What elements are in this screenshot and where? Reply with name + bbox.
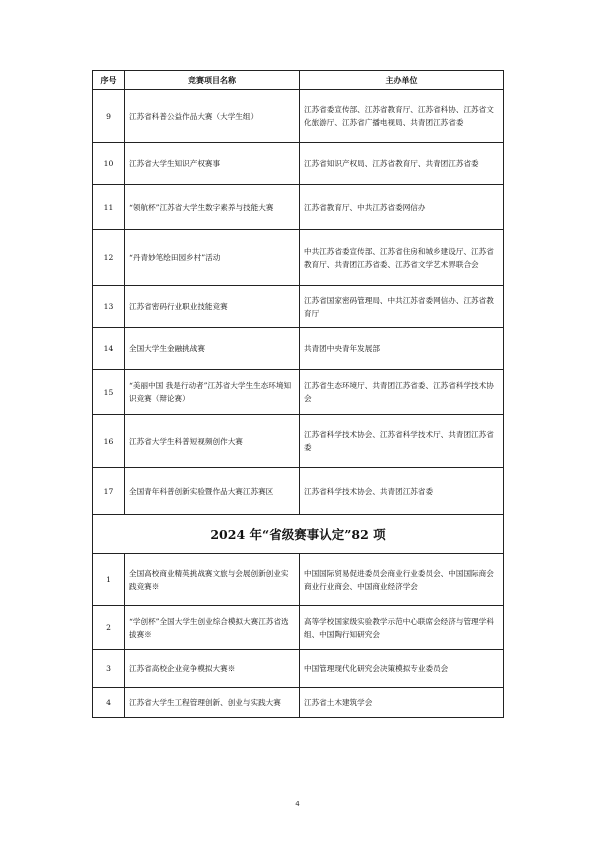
organizer: 中国管理现代化研究会决策模拟专业委员会 bbox=[300, 650, 504, 688]
organizer: 中国国际贸易促进委员会商业行业委员会、中国国际商会商业行业商会、中国商业经济学会 bbox=[300, 554, 504, 606]
organizer: 江苏省委宣传部、江苏省教育厅、江苏省科协、江苏省文化旅游厅、江苏省广播电视局、共青团江苏省委 bbox=[300, 90, 504, 143]
row-number: 10 bbox=[93, 143, 125, 185]
row-number: 4 bbox=[93, 688, 125, 718]
organizer: 江苏省国家密码管理局、中共江苏省委网信办、江苏省教育厅 bbox=[300, 286, 504, 328]
section-header-row bbox=[93, 515, 504, 554]
page-number: 4 bbox=[295, 800, 300, 808]
table-row bbox=[93, 688, 504, 718]
competition-name: 江苏省大学生知识产权赛事 bbox=[125, 143, 300, 185]
table-row bbox=[93, 328, 504, 370]
organizer: 高等学校国家级实验教学示范中心联席会经济与管理学科组、中国陶行知研究会 bbox=[300, 606, 504, 650]
competition-name: 江苏省科普公益作品大赛（大学生组） bbox=[125, 90, 300, 143]
row-number: 11 bbox=[93, 185, 125, 230]
competition-name: “学创杯”全国大学生创业综合模拟大赛江苏省选拔赛※ bbox=[125, 606, 300, 650]
organizer: 共青团中央青年发展部 bbox=[300, 328, 504, 370]
row-number: 3 bbox=[93, 650, 125, 688]
header-organizer: 主办单位 bbox=[300, 71, 504, 90]
row-number: 15 bbox=[93, 370, 125, 415]
competition-table bbox=[92, 70, 504, 718]
table-row bbox=[93, 370, 504, 415]
table-header-row bbox=[93, 71, 504, 90]
header-index: 序号 bbox=[93, 71, 125, 90]
section-title: 2024 年“省级赛事认定”82 项 bbox=[93, 515, 504, 554]
table-row bbox=[93, 554, 504, 606]
table-row bbox=[93, 415, 504, 468]
competition-name: “丹青妙笔绘田园乡村”活动 bbox=[125, 230, 300, 286]
table-row bbox=[93, 286, 504, 328]
competition-name: 江苏省高校企业竞争模拟大赛※ bbox=[125, 650, 300, 688]
competition-name: 全国青年科普创新实验暨作品大赛江苏赛区 bbox=[125, 468, 300, 515]
row-number: 16 bbox=[93, 415, 125, 468]
row-number: 9 bbox=[93, 90, 125, 143]
table-row bbox=[93, 606, 504, 650]
row-number: 1 bbox=[93, 554, 125, 606]
organizer: 江苏省科学技术协会、共青团江苏省委 bbox=[300, 468, 504, 515]
table-row bbox=[93, 230, 504, 286]
competition-name: 江苏省密码行业职业技能竞赛 bbox=[125, 286, 300, 328]
competition-name: “美丽中国 我是行动者”江苏省大学生生态环境知识竞赛（辩论赛） bbox=[125, 370, 300, 415]
organizer: 江苏省教育厅、中共江苏省委网信办 bbox=[300, 185, 504, 230]
row-number: 2 bbox=[93, 606, 125, 650]
table-row bbox=[93, 468, 504, 515]
row-number: 17 bbox=[93, 468, 125, 515]
table-row bbox=[93, 90, 504, 143]
row-number: 14 bbox=[93, 328, 125, 370]
organizer: 中共江苏省委宣传部、江苏省住房和城乡建设厅、江苏省教育厅、共青团江苏省委、江苏省文学艺术界联合会 bbox=[300, 230, 504, 286]
header-competition-name: 竞赛项目名称 bbox=[125, 71, 300, 90]
competition-name: 江苏省大学生工程管理创新、创业与实践大赛 bbox=[125, 688, 300, 718]
table-row bbox=[93, 185, 504, 230]
organizer: 江苏省土木建筑学会 bbox=[300, 688, 504, 718]
competition-name: 江苏省大学生科普短视频创作大赛 bbox=[125, 415, 300, 468]
row-number: 12 bbox=[93, 230, 125, 286]
organizer: 江苏省生态环境厅、共青团江苏省委、江苏省科学技术协会 bbox=[300, 370, 504, 415]
competition-name: “领航杯”江苏省大学生数字素养与技能大赛 bbox=[125, 185, 300, 230]
organizer: 江苏省知识产权局、江苏省教育厅、共青团江苏省委 bbox=[300, 143, 504, 185]
competition-name: 全国高校商业精英挑战赛文旅与会展创新创业实践竞赛※ bbox=[125, 554, 300, 606]
table-row bbox=[93, 650, 504, 688]
competition-name: 全国大学生金融挑战赛 bbox=[125, 328, 300, 370]
row-number: 13 bbox=[93, 286, 125, 328]
table-row bbox=[93, 143, 504, 185]
organizer: 江苏省科学技术协会、江苏省科学技术厅、共青团江苏省委 bbox=[300, 415, 504, 468]
